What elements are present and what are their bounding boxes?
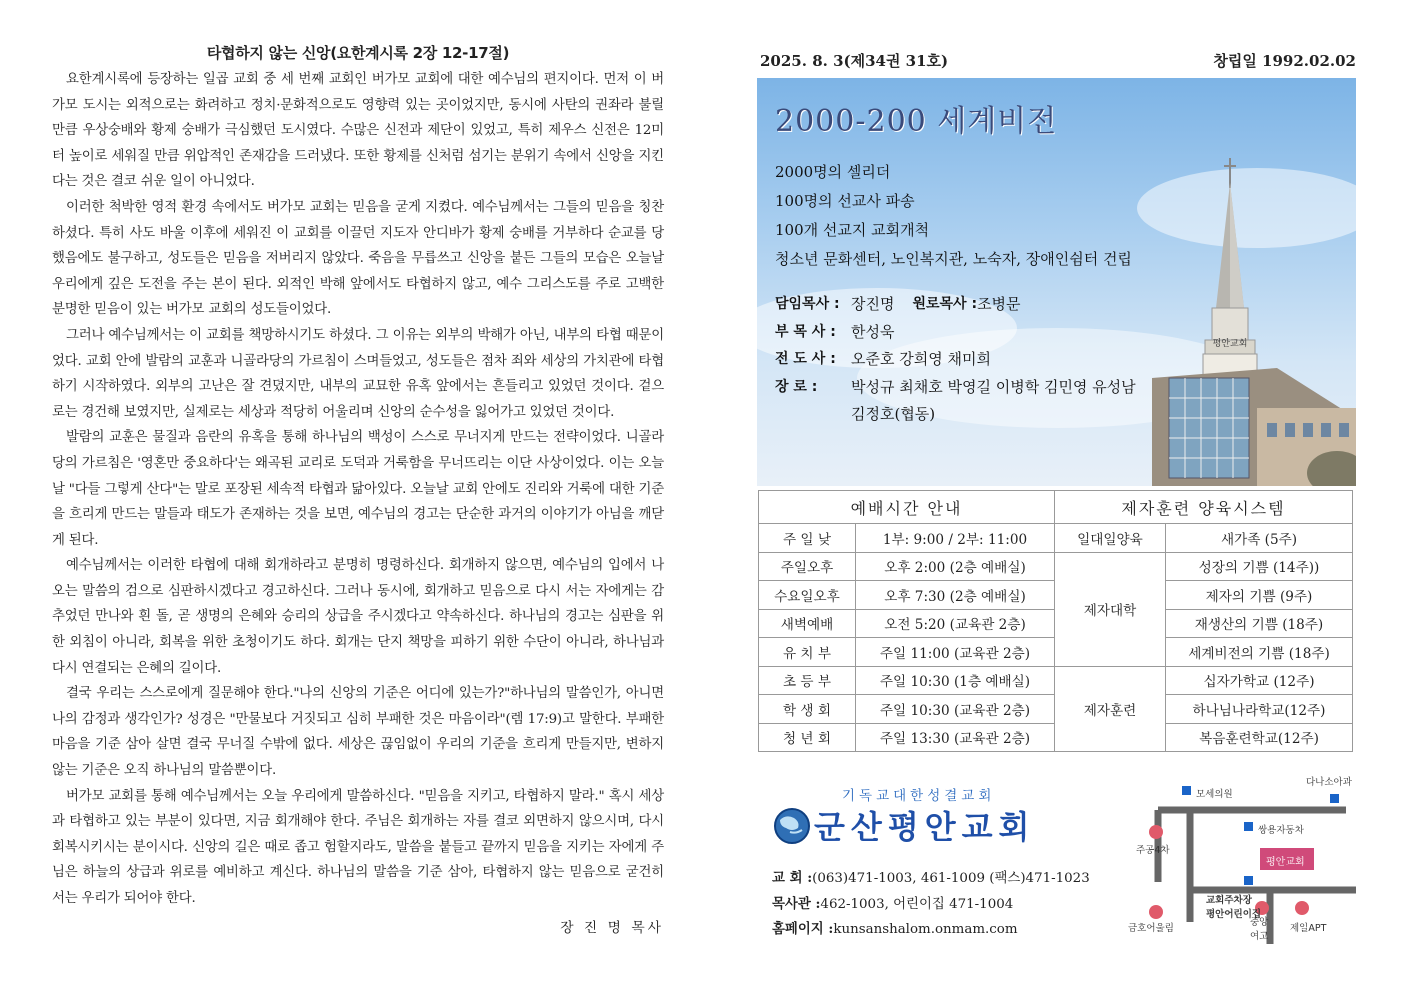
table-row — [759, 666, 1353, 695]
service-time: 주일 10:30 (교육관 2층) — [856, 695, 1055, 724]
elders-line: 김정호(협동) — [851, 405, 936, 423]
vision-title: 2000-200 세계비전 — [775, 104, 1058, 139]
emeritus-pastor-name: 조병문 — [977, 295, 1021, 313]
service-name: 수요일오후 — [759, 581, 856, 610]
sermon-paragraph: 요한계시록에 등장하는 일곱 교회 중 세 번째 교회인 버가모 교회에 대한 예수님의 편지이다. 먼저 이 버가모 도시는 외적으로는 화려하고 정치·문화적으로도 영향력 있는 곳이었지만, 동시에 사탄의 권좌라 불릴 만큼 우상숭배와 황제 숭배가 극심했던 도시였다. 수많은 신전과 제단이 있었고, 특히 제우스 신전은 12미터 높이로 세워질 만큼 위압적인 존재감을 드러냈다. 또한 황제를 신처럼 섬기는 분위기 속에서 신앙을 지킨다는 것은 결코 쉬운 일이 아니었다. — [52, 72, 664, 190]
service-time: 1부: 9:00 / 2부: 11:00 — [856, 524, 1055, 553]
training-course: 성장의 기쁨 (14주)) — [1166, 552, 1353, 581]
service-time: 주일 13:30 (교육관 2층) — [856, 723, 1055, 752]
training-stage: 제자훈련 — [1055, 666, 1166, 752]
manse-phone: 462-1003, 어린이집 471-1004 — [820, 896, 1014, 912]
map-label: 주공4차 — [1136, 845, 1170, 856]
map-marker-icon — [1244, 876, 1253, 885]
sermon-title: 타협하지 않는 신앙(요한계시록 2장 12-17절) — [206, 44, 510, 62]
training-course: 재생산의 기쁨 (18주) — [1166, 609, 1353, 638]
evangelist-label: 전 도 사 : — [775, 351, 836, 367]
sermon-paragraph: 발람의 교훈은 물질과 음란의 유혹을 통해 하나님의 백성이 스스로 무너지게 만드는 전략이었다. 니골라당의 가르침은 '영혼만 중요하다'는 왜곡된 교리로 도덕과 거룩함을 무너뜨리는 이단 사상이었다. 이는 오늘날 "다들 그렇게 산다"는 말로 포장된 세속적 타협과 닮아있다. 오늘날 교회 안에도 진리와 거룩에 대한 기준을 흐리게 만드는 말들과 태도가 존재하는 것을 보면, 예수님의 경고는 단순한 과거의 이야기가 아님을 깨닫게 된다. — [52, 430, 664, 548]
map-landmark-icon — [1149, 905, 1163, 919]
map-marker-icon — [1182, 786, 1191, 795]
map-label: 중앙여고 — [1250, 917, 1269, 942]
church-name: 군산평안교회 — [814, 808, 1036, 846]
manse-label: 목사관 : — [772, 895, 821, 912]
map-marker-icon — [1330, 794, 1339, 803]
map-label: 다나소아과 — [1306, 777, 1352, 788]
service-name: 주일오후 — [759, 552, 856, 581]
sermon-author: 장 진 명 목사 — [560, 919, 664, 936]
map-label: 금호어울림 — [1128, 923, 1174, 934]
training-stage: 제자대학 — [1055, 552, 1166, 666]
vision-item: 2000명의 셀리더 — [775, 163, 891, 181]
founding-date: 창립일 1992.02.02 — [1213, 52, 1356, 70]
elders-label: 장 로 : — [775, 378, 818, 395]
training-course: 제자의 기쁨 (9주) — [1166, 581, 1353, 610]
location-map — [1120, 772, 1356, 944]
training-course: 새가족 (5주) — [1166, 524, 1353, 553]
service-name: 초 등 부 — [759, 666, 856, 695]
sermon-paragraph: 예수님께서는 이러한 타협에 대해 회개하라고 분명히 명령하신다. 회개하지 않으면, 예수님의 입에서 나오는 말씀의 검으로 심판하시겠다고 경고하신다. 그러나 동시에, 회개하고 믿음으로 다시 서는 자에게는 감추었던 만나와 흰 돌, 곧 생명의 은혜와 승리의 상급을 주시겠다고 약속하신다. 하나님의 경고는 심판을 위한 외침이 아니라, 회복을 위한 초청이기도 하다. 회개는 단지 책망을 피하기 위한 수단이 아니라, 하나님과 다시 연결되는 은혜의 길이다. — [52, 558, 664, 676]
contact-info — [772, 866, 1090, 943]
elders-names — [851, 374, 1181, 429]
elders-line: 박성규 최채호 박영길 이병학 김민영 유성남 — [851, 377, 1136, 396]
associate-pastor-label: 부 목 사 : — [775, 323, 836, 340]
map-landmark-icon — [1149, 825, 1163, 839]
vision-item: 청소년 문화센터, 노인복지관, 노숙자, 장애인쉼터 건립 — [775, 250, 1132, 268]
map-landmark-icon — [1295, 901, 1309, 915]
service-time: 오전 5:20 (교육관 2층) — [856, 609, 1055, 638]
senior-pastor-label: 담임목사 : — [775, 296, 840, 312]
vision-list — [775, 158, 1132, 274]
sermon-paragraph: 이러한 척박한 영적 환경 속에서도 버가모 교회는 믿음을 굳게 지켰다. 예수님께서는 그들의 믿음을 칭찬하셨다. 특히 사도 바울 이후에 세워진 이 교회를 이끌던 지도자 안디바가 황제 숭배를 거부하다 순교를 당했음에도 불구하고, 성도들은 믿음을 저버리지 않았다. 죽음을 무릅쓰고 신앙을 붙든 그들의 모습은 오늘날 우리에게 깊은 도전을 주는 본이 된다. 외적인 박해 앞에서도 타협하지 않고, 예수 그리스도를 주로 고백한 분명한 믿음이 있는 버가모 교회의 성도들이었다. — [52, 199, 664, 318]
sermon-paragraph: 그러나 예수님께서는 이 교회를 책망하시기도 하셨다. 그 이유는 외부의 박해가 아닌, 내부의 타협 때문이었다. 교회 안에 발람의 교훈과 니골라당의 가르침이 스며들었고, 성도들은 점차 죄와 세상의 가치관에 타협하기 시작하였다. 외부의 고난은 잘 견뎠지만, 내부의 교묘한 유혹 앞에서는 흔들리고 있었던 것이다. 겉으로는 경건해 보였지만, 실제로는 세상과 적당히 어울리며 신앙의 순수성을 잃어가고 있었던 것이다. — [52, 327, 664, 420]
map-label: 쌍용자동차 — [1258, 825, 1304, 836]
church-website[interactable]: kunsanshalom.onmam.com — [833, 922, 1018, 937]
service-name: 새벽예배 — [759, 609, 856, 638]
training-course: 십자가학교 (12주) — [1166, 666, 1353, 695]
vision-item: 100개 선교지 교회개척 — [775, 221, 930, 239]
map-label: 제일APT — [1290, 923, 1327, 934]
sermon-paragraph: 버가모 교회를 통해 예수님께서는 오늘 우리에게 말씀하신다. "믿음을 지키고, 타협하지 말라." 혹시 세상과 타협하고 있는 부분이 있다면, 지금 회개해야 한다. 주님은 회개하는 자를 결코 외면하지 않으시며, 다시 회복시키시는 분이시다. 신앙의 길은 때로 좁고 험할지라도, 말씀을 붙들고 끝까지 믿음을 지키는 자에게 주님은 하늘의 상급과 위로를 예비하고 계신다. 하나님의 말씀을 기준 삼아, 타협하지 않는 믿음으로 굳건히 서는 우리가 되어야 한다. — [52, 788, 664, 906]
church-sign-text: 평안교회 — [1212, 339, 1248, 349]
vision-item: 100명의 선교사 파송 — [775, 192, 915, 210]
web-label: 홈페이지 : — [772, 921, 834, 937]
phone-label: 교 회 : — [772, 870, 813, 886]
church-phone: (063)471-1003, 461-1009 (팩스)471-1023 — [812, 871, 1090, 886]
map-label: 모세의원 — [1196, 789, 1233, 800]
emeritus-pastor-label: 원로목사 : — [912, 296, 978, 312]
training-course: 하나님나라학교(12주) — [1166, 695, 1353, 724]
associate-pastor-name: 한성욱 — [851, 322, 895, 341]
service-time: 오후 2:00 (2층 예배실) — [856, 552, 1055, 581]
map-marker-icon — [1244, 822, 1253, 831]
sermon-article — [52, 42, 664, 936]
training-course: 세계비전의 기쁨 (18주) — [1166, 638, 1353, 667]
globe-logo-icon — [772, 806, 812, 846]
table-row — [759, 552, 1353, 581]
senior-pastor-name: 장진명 — [851, 295, 895, 313]
schedule-table — [758, 490, 1353, 752]
training-course: 복음훈련학교(12주) — [1166, 723, 1353, 752]
denomination: 기독교대한성결교회 — [842, 788, 996, 804]
service-name: 청 년 회 — [759, 723, 856, 752]
map-label: 평안교회 — [1266, 857, 1305, 868]
training-stage: 일대일양육 — [1055, 524, 1166, 553]
service-name: 주 일 낮 — [759, 524, 856, 553]
service-time: 주일 11:00 (교육관 2층) — [856, 638, 1055, 667]
service-time: 주일 10:30 (1층 예배실) — [856, 666, 1055, 695]
worship-header: 예배시간 안내 — [759, 491, 1055, 524]
vision-banner — [757, 78, 1356, 486]
map-label: 평안어린이집 — [1206, 909, 1262, 920]
map-label: 교회주차장 — [1206, 895, 1252, 906]
issue-date: 2025. 8. 3(제34권 31호) — [760, 52, 949, 70]
training-header: 제자훈련 양육시스템 — [1055, 491, 1353, 524]
service-name: 유 치 부 — [759, 638, 856, 667]
service-name: 학 생 회 — [759, 695, 856, 724]
sermon-paragraph: 결국 우리는 스스로에게 질문해야 한다."나의 신앙의 기준은 어디에 있는가?"하나님의 말씀인가, 아니면 나의 감정과 생각인가? 성경은 "만물보다 거짓되고 심히 부패한 것은 마음이라"(렘 17:9)고 말한다. 부패한 마음을 기준 삼아 살면 결국 무너질 수밖에 없다. 세상은 끊임없이 우리의 기준을 흐리게 만들지만, 변하지 않는 기준은 오직 하나님의 말씀뿐이다. — [52, 686, 664, 779]
service-time: 오후 7:30 (2층 예배실) — [856, 581, 1055, 610]
table-row — [759, 524, 1353, 553]
staff-list — [775, 291, 1181, 429]
evangelist-names: 오준호 강희영 채미희 — [851, 350, 991, 368]
